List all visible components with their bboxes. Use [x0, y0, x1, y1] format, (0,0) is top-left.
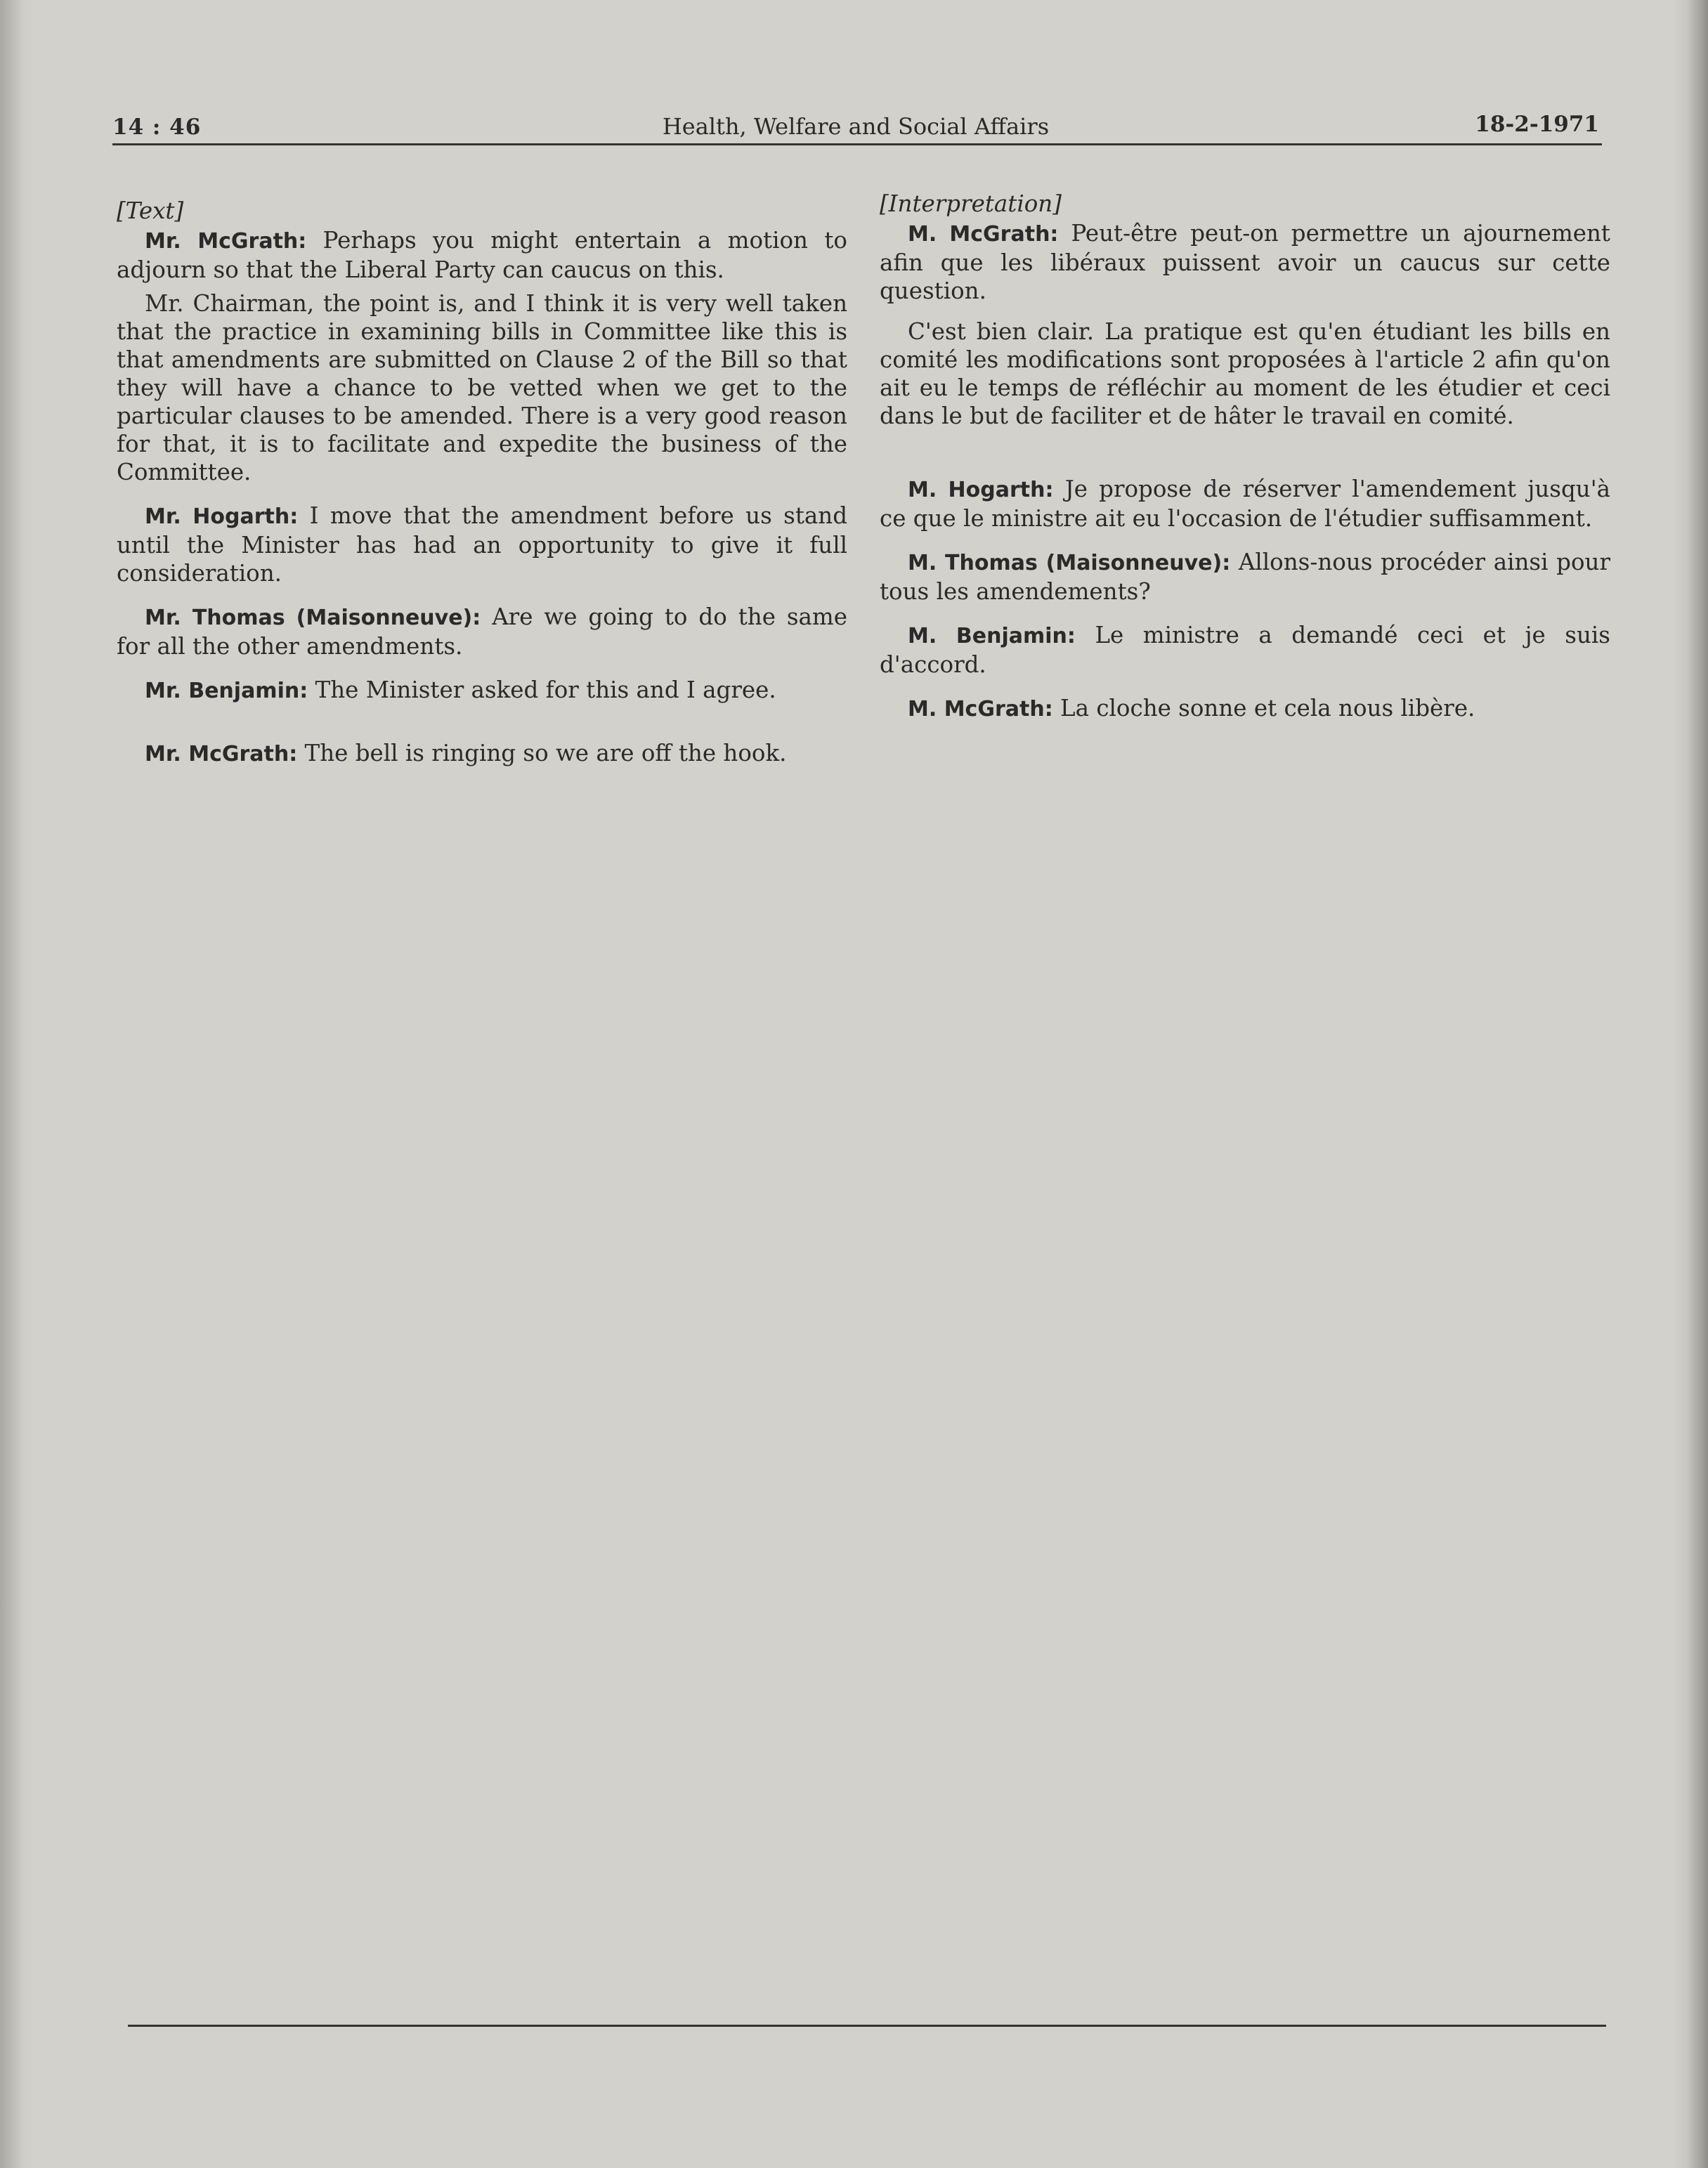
page-number: 14 : 46	[112, 115, 202, 140]
publication-title: Health, Welfare and Social Affairs	[662, 113, 1050, 140]
paragraph	[117, 676, 847, 705]
footer-rule	[128, 2025, 1606, 2027]
speaker-name: M. McGrath:	[908, 222, 1059, 247]
paragraph	[880, 475, 1610, 533]
paragraph	[880, 694, 1610, 724]
paragraph	[880, 548, 1610, 606]
speech-text: The Minister asked for this and I agree.	[308, 677, 776, 703]
page-edge-shadow	[1673, 0, 1708, 2168]
paragraph	[117, 603, 847, 660]
speech-text: C'est bien clair. La pratique est qu'en étudiant les bills en comité les modifications sont proposées à l'article 2 afin qu'on ait eu le temps de réfléchir au moment de les étudier et ceci dans le but de faciliter et de hâter le travail en comité.	[880, 318, 1610, 429]
french-column	[880, 190, 1610, 724]
speaker-name: Mr. Benjamin:	[145, 679, 308, 703]
running-header	[112, 105, 1599, 144]
section-label: [Interpretation]	[880, 190, 1062, 217]
paragraph	[117, 739, 847, 769]
paragraph	[117, 502, 847, 587]
speech-text: Je propose de réserver l'amendement jusqu'à ce que le ministre ait eu l'occasion de l'étudier suffisamment.	[880, 476, 1611, 532]
speech-text: La cloche sonne et cela nous libère.	[1052, 695, 1475, 721]
speech-text: Perhaps you might entertain a motion to adjourn so that the Liberal Party can caucus on this.	[117, 227, 847, 283]
header-rule	[112, 143, 1602, 145]
section-label: [Text]	[117, 197, 184, 224]
paragraph	[880, 219, 1610, 305]
paragraph	[880, 621, 1610, 679]
english-column	[117, 197, 847, 769]
speech-text: Allons-nous procéder ainsi pour tous les amendements?	[880, 549, 1610, 605]
paragraph	[880, 318, 1610, 430]
speech-text: Mr. Chairman, the point is, and I think it is very well taken that the practice in examining bills in Committee like this is that amendments are submitted on Clause 2 of the Bill so that they will have a chance to be vetted when we get to the particular clauses to be amended. There is a very good reason for that, it is to facilitate and expedite the business of the Committee.	[117, 290, 847, 485]
binding-shadow	[0, 0, 34, 2168]
speaker-name: M. McGrath:	[908, 697, 1053, 721]
speech-text: Le ministre a demandé ceci et je suis d'accord.	[880, 622, 1610, 678]
paragraph	[117, 226, 847, 284]
speaker-name: M. Thomas (Maisonneuve):	[908, 551, 1231, 575]
speech-text: The bell is ringing so we are off the hook.	[297, 740, 787, 766]
speaker-name: M. Benjamin:	[908, 624, 1076, 648]
speaker-name: M. Hogarth:	[908, 478, 1054, 502]
issue-date: 18-2-1971	[1475, 112, 1599, 137]
speaker-name: Mr. McGrath:	[145, 742, 298, 766]
paragraph	[117, 289, 847, 486]
speaker-name: Mr. Hogarth:	[145, 504, 299, 529]
speech-text: Are we going to do the same for all the other amendments.	[117, 603, 847, 660]
speech-text: I move that the amendment before us stand until the Minister has had an opportunity to give it full consideration.	[117, 502, 848, 587]
speaker-name: Mr. Thomas (Maisonneuve):	[145, 606, 481, 630]
speech-text: Peut-être peut-on permettre un ajournement afin que les libéraux puissent avoir un caucus sur cette question.	[880, 220, 1610, 304]
speaker-name: Mr. McGrath:	[145, 229, 307, 254]
